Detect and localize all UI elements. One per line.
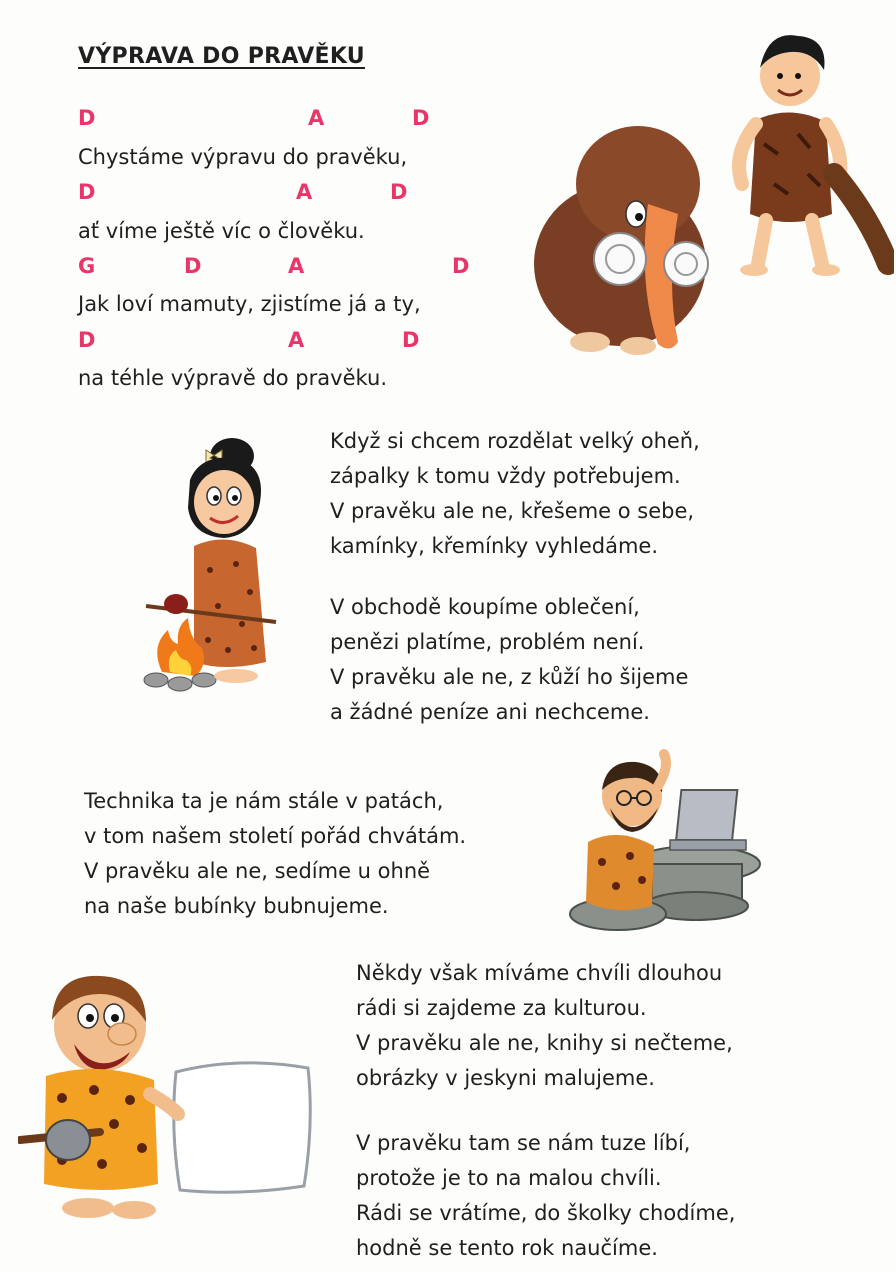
- chord: D: [402, 328, 420, 352]
- chord: D: [412, 106, 430, 130]
- verse-3: [84, 784, 466, 924]
- chord: A: [296, 180, 313, 204]
- verse-line: protože je to na malou chvíli.: [356, 1166, 662, 1190]
- chord: A: [288, 328, 305, 352]
- caveman-sign-illustration: [18, 964, 316, 1226]
- verse-line: V obchodě koupíme oblečení,: [330, 595, 640, 619]
- chord-row: [0, 180, 520, 206]
- chord: D: [184, 254, 202, 278]
- chord: G: [78, 254, 96, 278]
- verse-line: kamínky, křemínky vyhledáme.: [330, 534, 658, 558]
- verse-line: zápalky k tomu vždy potřebujem.: [330, 464, 681, 488]
- chord-row: [0, 328, 520, 354]
- verse-line: V pravěku ale ne, z kůží ho šijeme: [330, 665, 689, 689]
- verse-line: penězi platíme, problém není.: [330, 630, 645, 654]
- caveman-laptop-illustration: [566, 746, 762, 932]
- chord: A: [308, 106, 325, 130]
- verse-line: obrázky v jeskyni malujeme.: [356, 1066, 655, 1090]
- chord: D: [452, 254, 470, 278]
- verse-4: [356, 956, 733, 1096]
- verse-2: [330, 590, 688, 730]
- chord: D: [78, 106, 96, 130]
- chorus-line: Jak loví mamuty, zjistíme já a ty,: [78, 292, 421, 316]
- cavewoman-illustration: [140, 436, 290, 692]
- chord: D: [390, 180, 408, 204]
- verse-line: V pravěku ale ne, sedíme u ohně: [84, 859, 431, 883]
- verse-line: hodně se tento rok naučíme.: [356, 1236, 658, 1260]
- chord: A: [288, 254, 305, 278]
- chord-row: [0, 254, 520, 280]
- verse-line: V pravěku ale ne, křešeme o sebe,: [330, 499, 695, 523]
- chord-row: [0, 106, 520, 132]
- verse-line: v tom našem století pořád chvátám.: [84, 824, 467, 848]
- verse-line: V pravěku tam se nám tuze líbí,: [356, 1131, 691, 1155]
- verse-line: na naše bubínky bubnujeme.: [84, 894, 389, 918]
- verse-5: [356, 1126, 735, 1266]
- mammoth-caveman-illustration: [528, 24, 894, 364]
- verse-line: Rádi se vrátíme, do školky chodíme,: [356, 1201, 736, 1225]
- verse-line: V pravěku ale ne, knihy si nečteme,: [356, 1031, 733, 1055]
- chorus-line: Chystáme výpravu do pravěku,: [78, 145, 408, 169]
- verse-line: a žádné peníze ani nechceme.: [330, 700, 650, 724]
- chorus-line: na téhle výpravě do pravěku.: [78, 366, 387, 390]
- verse-line: rádi si zajdeme za kulturou.: [356, 996, 647, 1020]
- chord: D: [78, 328, 96, 352]
- chord: D: [78, 180, 96, 204]
- verse-line: Když si chcem rozdělat velký oheň,: [330, 429, 700, 453]
- verse-line: Technika ta je nám stále v patách,: [84, 789, 444, 813]
- verse-1: [330, 424, 700, 564]
- chorus-line: ať víme ještě víc o člověku.: [78, 219, 365, 243]
- song-title: VÝPRAVA DO PRAVĚKU: [78, 44, 365, 69]
- verse-line: Někdy však míváme chvíli dlouhou: [356, 961, 723, 985]
